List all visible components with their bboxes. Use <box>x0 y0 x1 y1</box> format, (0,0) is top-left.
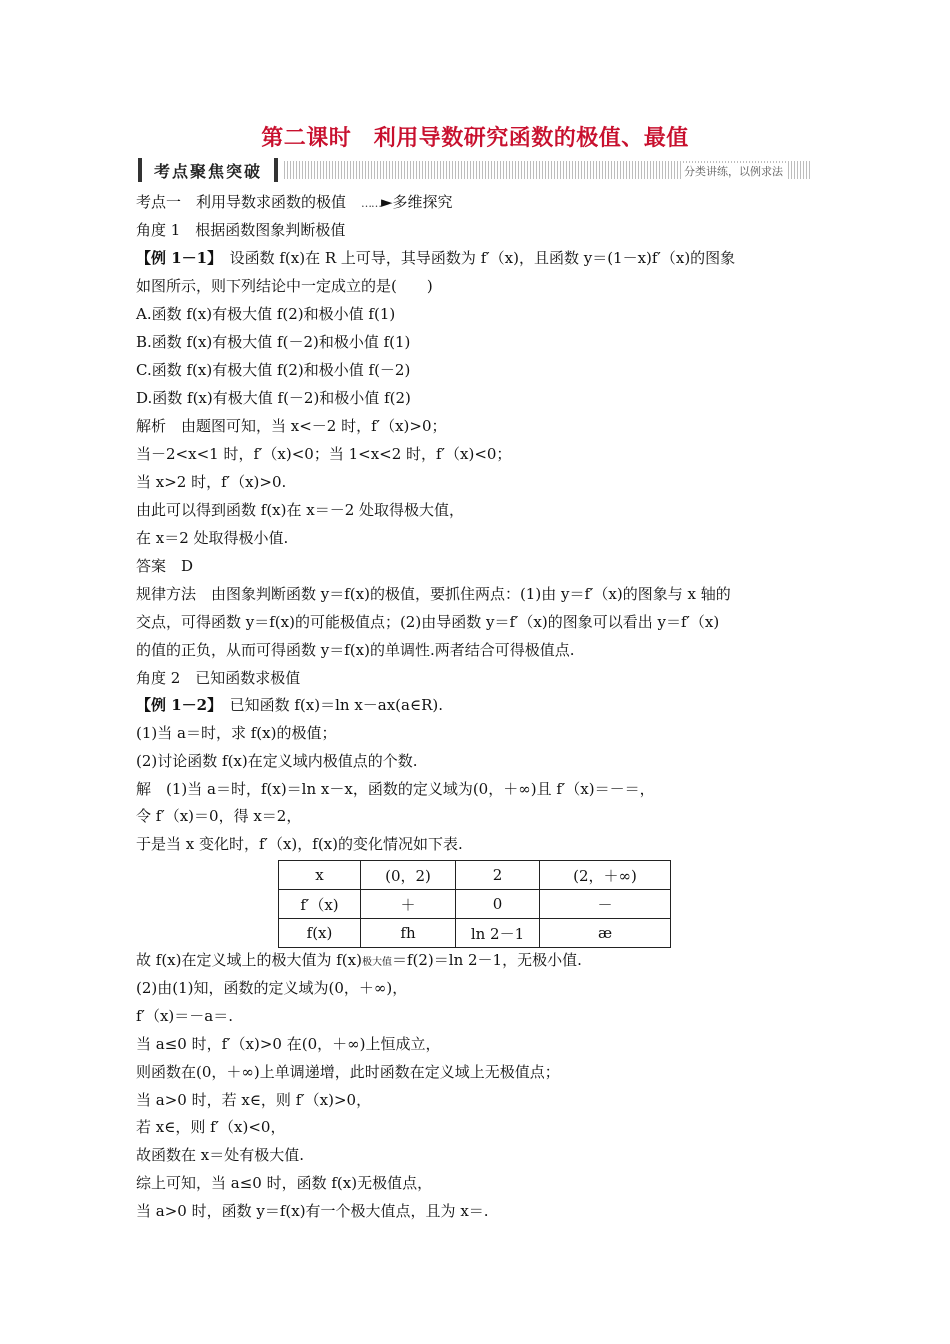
table-cell: æ <box>540 919 671 948</box>
text-segment: ＝f(2)＝ln 2－1，无极小值. <box>391 951 582 969</box>
table-row <box>279 890 671 919</box>
table-cell: ln 2－1 <box>456 919 540 948</box>
text-line: 在 x＝2 处取得极小值. <box>136 529 289 547</box>
variation-table <box>278 860 671 948</box>
table-row <box>279 919 671 948</box>
text-line <box>136 950 816 973</box>
text-line: 规律方法 由图象判断函数 y＝f(x)的极值，要抓住两点：(1)由 y＝f′（x)的图象与 x 轴的 <box>136 585 731 603</box>
text-line: 由此可以得到函数 f(x)在 x＝－2 处取得极大值， <box>136 501 465 519</box>
text-line: 于是当 x 变化时，f′（x)，f(x)的变化情况如下表. <box>136 835 463 853</box>
text-line: (1)当 a＝时，求 f(x)的极值； <box>136 724 337 742</box>
arrow-text: ►多维探究 <box>381 193 453 211</box>
example-1-2-text: 已知函数 f(x)＝ln x－ax(a∈R). <box>214 696 443 714</box>
text-line: (2)讨论函数 f(x)在定义域内极值点的个数. <box>136 752 418 770</box>
example-1-1-text: 设函数 f(x)在 R 上可导，其导函数为 f′（x)，且函数 y＝(1－x)f′（x)的图象 <box>214 249 736 267</box>
example-1-1-label: 【例 1－1】 <box>136 249 215 267</box>
text-line: 的值的正负，从而可得函数 y＝f(x)的单调性.两者结合可得极值点. <box>136 641 575 659</box>
table-cell: (0，2) <box>361 861 456 890</box>
table-cell: － <box>540 890 671 919</box>
banner-label-box <box>138 158 278 182</box>
text-segment: 故 f(x)在定义域上的极大值为 f(x) <box>136 951 362 969</box>
table-cell: f′（x) <box>279 890 361 919</box>
text-line: 如图所示，则下列结论中一定成立的是( ) <box>136 277 433 295</box>
answer-line: 答案 D <box>136 557 194 575</box>
table-cell: ＋ <box>361 890 456 919</box>
page-title: 第二课时 利用导数研究函数的极值、最值 <box>261 126 689 151</box>
option-d: D.函数 f(x)有极大值 f(－2)和极小值 f(2) <box>136 389 411 407</box>
angle-1-heading: 角度 1 根据函数图象判断极值 <box>136 221 346 239</box>
text-line: (2)由(1)知，函数的定义域为(0，＋∞)， <box>136 979 408 997</box>
example-1-2-label: 【例 1－2】 <box>136 696 215 714</box>
text-line: 当 a≤0 时，f′（x)>0 在(0，＋∞)上恒成立， <box>136 1035 441 1053</box>
text-line: 解析 由题图可知，当 x<－2 时，f′（x)>0； <box>136 417 447 435</box>
option-c: C.函数 f(x)有极大值 f(2)和极小值 f(－2) <box>136 361 411 379</box>
table-cell: f(x) <box>279 919 361 948</box>
text-line: 交点，可得函数 y＝f(x)的可能极值点；(2)由导函数 y＝f′（x)的图象可以看出 y＝f′（x) <box>136 613 720 631</box>
text-line: 令 f′（x)＝0，得 x＝2， <box>136 807 302 825</box>
table-cell: 0 <box>456 890 540 919</box>
banner-tagline: 分类讲练，以例求法 <box>681 163 786 179</box>
option-b: B.函数 f(x)有极大值 f(－2)和极小值 f(1) <box>136 333 411 351</box>
text-line: 则函数在(0，＋∞)上单调递增，此时函数在定义域上无极值点； <box>136 1063 560 1081</box>
text-line: 故函数在 x＝处有极大值. <box>136 1146 304 1164</box>
table-cell: fh <box>361 919 456 948</box>
text-line: 解 (1)当 a＝时，f(x)＝ln x－x，函数的定义域为(0，＋∞)且 f′（x)＝－＝， <box>136 780 655 798</box>
example-1-2-line <box>136 695 816 715</box>
table-cell: (2，＋∞) <box>540 861 671 890</box>
arrow-dots: …… <box>361 197 382 210</box>
text-line: 若 x∈，则 f′（x)<0， <box>136 1118 286 1136</box>
section-banner <box>138 158 812 184</box>
table-cell: x <box>279 861 361 890</box>
text-line: 综上可知，当 a≤0 时，函数 f(x)无极值点， <box>136 1174 433 1192</box>
subscript: 极大值 <box>361 957 392 968</box>
text-line: 当 a>0 时，函数 y＝f(x)有一个极大值点，且为 x＝. <box>136 1202 489 1220</box>
table-row <box>279 861 671 890</box>
angle-2-heading: 角度 2 已知函数求极值 <box>136 669 301 687</box>
text-line: 当 a>0 时，若 x∈，则 f′（x)>0， <box>136 1091 372 1109</box>
section-heading-text: 考点一 利用导数求函数的极值 <box>136 193 362 211</box>
banner-label: 考点聚焦突破 <box>153 161 262 181</box>
example-1-1-line <box>136 248 816 268</box>
section-heading <box>136 192 816 214</box>
option-a: A.函数 f(x)有极大值 f(2)和极小值 f(1) <box>136 305 396 323</box>
text-line: f′（x)＝－a＝. <box>136 1007 233 1025</box>
text-line: 当－2<x<1 时，f′（x)<0；当 1<x<2 时，f′（x)<0； <box>136 445 512 463</box>
table-cell: 2 <box>456 861 540 890</box>
text-line: 当 x>2 时，f′（x)>0. <box>136 473 287 491</box>
